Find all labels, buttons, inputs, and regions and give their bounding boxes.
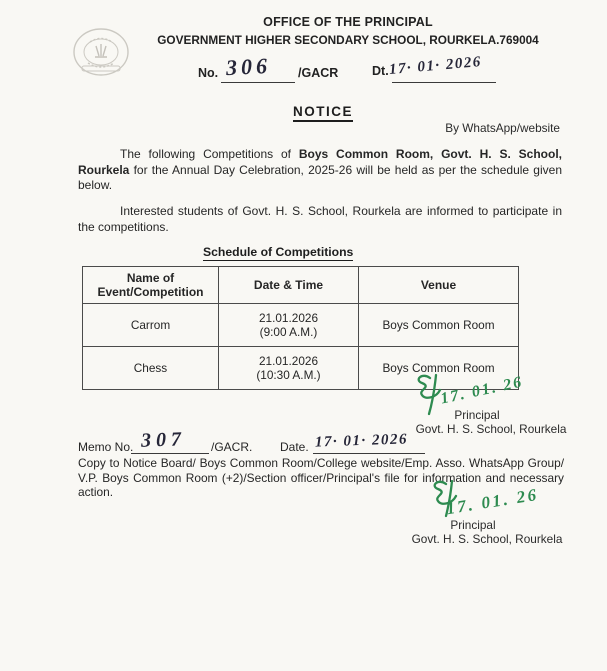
time-value: (10:30 A.M.) <box>256 368 321 382</box>
memo-no-label: No. <box>198 66 219 80</box>
paragraph-participation: Interested students of Govt. H. S. School, Rourkela are informed to participate in the competitions. <box>78 204 562 234</box>
column-header-event <box>83 267 219 304</box>
column-header-event-line1: Name of <box>126 271 175 285</box>
table-header-row <box>83 267 519 304</box>
signatory-org: Govt. H. S. School, Rourkela <box>411 532 563 546</box>
paragraph-competitions-post: for the Annual Day Celebration, 2025-26 will be held as per the schedule given below. <box>78 162 562 192</box>
signatory-title: Principal <box>454 408 500 422</box>
datetime-cell <box>219 304 359 347</box>
signature-block-2 <box>388 478 563 550</box>
column-header-venue: Venue <box>359 267 519 304</box>
paragraph-competitions-pre: The following Competitions of <box>120 147 299 161</box>
memo-footer-date-label: Date. <box>280 440 309 454</box>
schedule-title: Schedule of Competitions <box>203 245 354 259</box>
school-title: GOVERNMENT HIGHER SECONDARY SCHOOL, ROURKELA.769004 <box>157 33 539 47</box>
date-value: 21.01.2026 <box>258 354 319 368</box>
signature-ink-date: 17. 01. 26 <box>439 373 525 408</box>
table-row <box>83 304 519 347</box>
event-cell: Chess <box>83 347 219 390</box>
copy-distribution-text: Copy to Notice Board/ Boys Common Room/College website/Emp. Asso. WhatsApp Group/ V.P. Boys Common Room (+2)/Section officer/Principal's file for information and necessary action. <box>78 456 564 500</box>
venue-cell: Boys Common Room <box>359 304 519 347</box>
column-header-datetime: Date & Time <box>219 267 359 304</box>
handwritten-memo-footer-no: 307 <box>140 428 187 452</box>
signature-ink-date: 17. 01. 26 <box>445 484 540 519</box>
memo-no-suffix: /GACR <box>298 66 339 80</box>
signature-block-1 <box>392 372 567 440</box>
notice-title-wrap <box>78 103 568 122</box>
paragraph-competitions <box>78 147 562 194</box>
memo-footer-suffix: /GACR. <box>211 440 253 454</box>
memo-footer-label: Memo No. <box>78 440 134 454</box>
school-seal-icon <box>68 24 134 82</box>
date-label: Dt. <box>372 64 389 78</box>
date-value: 21.01.2026 <box>258 311 319 325</box>
handwritten-date: 17· 01· 2026 <box>388 53 483 79</box>
handwritten-memo-no: 306 <box>225 52 272 81</box>
datetime-cell <box>219 347 359 390</box>
signatory-title: Principal <box>450 518 496 532</box>
paragraph-competitions-bold: Boys Common Room, Govt. H. S. School, Rourkela <box>78 147 562 177</box>
distribution-note: By WhatsApp/website <box>445 121 560 135</box>
notice-title: NOTICE <box>293 104 353 122</box>
handwritten-memo-footer-date: 17· 01· 2026 <box>314 431 409 451</box>
venue-cell: Boys Common Room <box>359 347 519 390</box>
time-value: (9:00 A.M.) <box>259 325 318 339</box>
office-title: OFFICE OF THE PRINCIPAL <box>263 15 433 29</box>
event-cell: Carrom <box>83 304 219 347</box>
signatory-org: Govt. H. S. School, Rourkela <box>415 422 567 436</box>
column-header-event-line2: Event/Competition <box>97 285 204 299</box>
